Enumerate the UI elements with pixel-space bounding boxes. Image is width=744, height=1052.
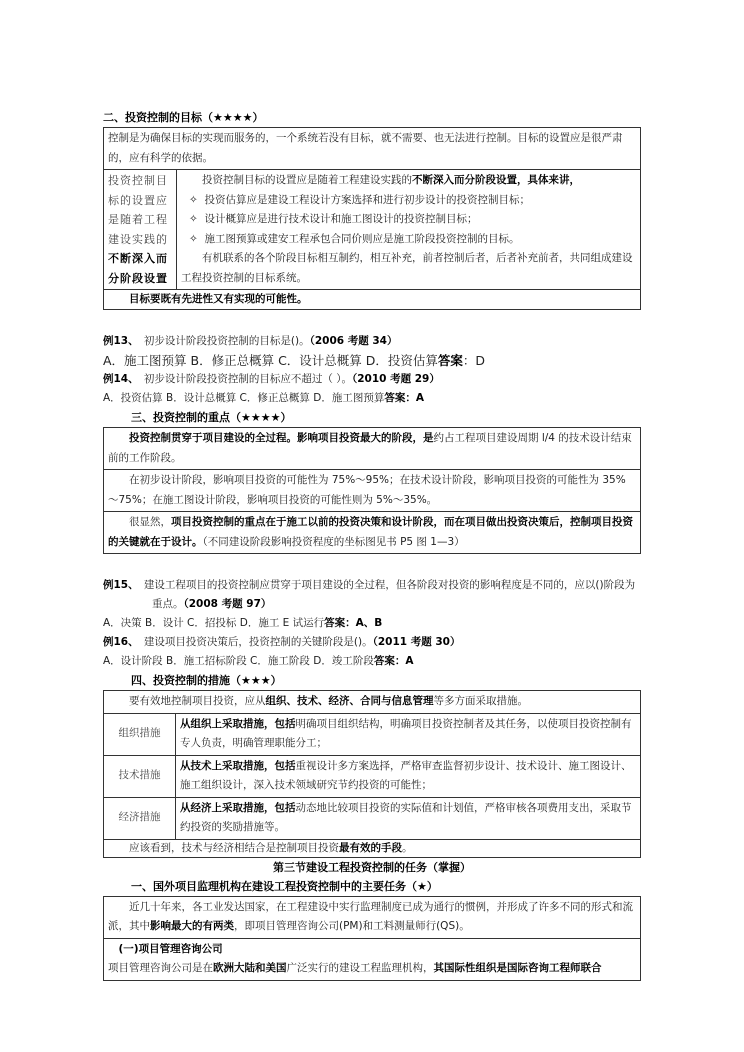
measures-footer [104,840,640,857]
pm-company-block [104,939,640,980]
example-15-answer [103,614,641,633]
bold-text-run: 欧洲大陆和美国 [213,962,287,974]
text-run: 建设项目投资决策后，投资控制的关键阶段是()。 [133,636,373,648]
supervision-table [103,896,641,981]
text-run: 初步设计阶段投资控制的目标应不超过（ ）。 [133,373,352,385]
example-14-answer [103,389,641,408]
text-run: 在初步设计阶段，影响项目投资的可能性为 75%～95%；在技术设计阶段，影响项目投资的可能性为 35%～75%；在施工图设计阶段，影响项目投资的可能性则为 5%～35%。 [108,474,626,506]
text-run: 初步设计阶段投资控制的目标是()。 [133,335,310,347]
bold-text-run: 例15、 [103,579,134,591]
goal-intro [104,128,640,169]
focus-table [103,427,641,554]
measure-text [176,798,640,839]
bold-text-run: 组织、技术、经济、合同与信息管理 [265,695,434,707]
text-run: 投资控制目标的设置应是随着工程建设实践的 [202,174,412,186]
bullet-item [189,210,636,230]
bold-text-run: 答案：A、B [324,617,383,629]
example-16-answer [103,652,641,671]
goal-detail-outro [181,249,636,288]
bold-text-run: （2008 考题 97） [183,598,272,610]
text-run: 动态地比较项目投资的实际值和计划值，严格审核各项费用支出，采取节约投资的奖励措施等。 [180,801,632,833]
pm-company-subheading: (一)项目管理咨询公司 [118,942,223,955]
bold-text-run: 例13、 [103,335,134,347]
goal-detail-intro [181,171,636,191]
text-run: ，即项目管理咨询公司(PM)和工料测量师行(QS)。 [234,920,470,932]
left-label-bold: 不断深入而分阶段设置 [108,252,168,285]
example-16-question [103,633,641,652]
measures-intro [104,691,640,713]
text-run: 广泛实行的建设工程监理机构， [286,962,434,974]
supervision-paragraph [104,897,640,938]
diamond-bullet-icon: ✧ [189,232,198,245]
bold-text-run: 答案：A [384,392,424,404]
text-run: ：D [462,353,486,368]
text-run: 。 [402,841,413,854]
text-run: 明确项目组织结构，明确项目投资控制者及其任务，以使项目投资控制有专人负责，明确管理职能分工； [180,717,632,749]
text-run: 约占工程项目建设周期 l/4 的技术设计结束前的工作阶段。 [108,432,632,464]
measure-label: 技术措施 [104,756,176,797]
text-run: 近几十年来，各工业发达国家，在工程建设中实行监理制度已成为通行的惯例，并形成了许多不同的形式和流派，其中 [108,900,633,932]
text-run: A．设计阶段 B．施工招标阶段 C．施工阶段 D．竣工阶段 [103,655,374,667]
goal-footer [104,290,640,309]
bold-text-run: （2006 考题 34） [309,335,398,347]
text-run: A．决策 B．设计 C．招投标 D．施工 E 试运行 [103,617,325,629]
bold-text-run: （2011 考题 30） [372,636,461,648]
section-heading-control-measures: 四、投资控制的措施（★★★） [131,674,282,687]
focus-row [104,470,640,511]
bold-text-run: 影响最大的有两类 [150,920,234,932]
bold-text-run: 从组织上采取措施，包括 [180,717,296,730]
diamond-bullet-icon: ✧ [189,213,198,225]
example-13-question [103,332,641,351]
pm-company-paragraph [108,959,636,979]
bullet-item [189,191,636,211]
diamond-bullet-icon: ✧ [189,193,198,206]
section-heading-foreign-supervision: 一、国外项目监理机构在建设工程投资控制中的主要任务（★） [131,879,438,893]
text-run: 很显然， [129,516,171,528]
measure-text [176,714,640,755]
text-run: A．施工图预算 B．修正总概算 C．设计总概算 D．投资估算 [103,353,438,368]
example-15-question [103,576,641,614]
bold-text-run: 其国际性组织是国际咨询工程师联合 [433,962,602,974]
bullet-text: 设计概算应是进行技术设计和施工图设计的投资控制目标； [204,213,478,225]
bold-text-run: 例14、 [103,373,134,385]
bold-text-run: 答案：A [373,655,414,667]
bold-text-run: （2010 考题 29） [351,373,440,385]
measure-label: 经济措施 [104,798,176,839]
example-13-answer [103,351,641,370]
text-run: 控制是为确保目标的实现而服务的，一个系统若没有目标，就不需要、也无法进行控制。目标的设置应是很严肃的，应有科学的依据。 [108,132,623,164]
text-run: （不同建设阶段影响投资程度的坐标图见书 P5 图 1—3） [202,535,465,548]
bold-text-run: 最有效的手段 [339,841,402,854]
focus-row [104,428,640,469]
bullet-list [181,191,636,250]
focus-row [104,512,640,553]
goal-left-label [104,170,177,289]
example-14-question [103,370,641,389]
bold-text-run: 答案 [437,353,463,368]
left-label-text: 投资控制目标的设置应是随着工程建设实践的 [108,174,168,246]
bold-text-run: 从经济上采取措施，包括 [180,801,296,814]
text-run: 有机联系的各个阶段目标相互制约，相互补充，前者控制后者，后者补充前者，共同组成建设工程投资控制的目标系统。 [181,252,633,284]
bold-text-run: 例16、 [103,636,134,648]
text-run: 重视设计多方案选择，严格审查监督初步设计、技术设计、施工图设计、施工组织设计，深入技术领域研究节约投资的可能性； [180,759,632,791]
section-heading-control-focus: 三、投资控制的重点（★★★★） [131,411,292,424]
bold-text-run: 项目投资控制的重点在于施工以前的投资决策和设计阶段，而在项目做出投资决策后，控制项目投资的关键就在于设计。 [108,516,633,548]
bullet-item [189,230,636,250]
measure-text [176,756,640,797]
text-run: 建设工程项目的投资控制应贯穿于项目建设的全过程，但各阶段对投资的影响程度是不同的，应以()阶段为重点。 [133,579,636,610]
bold-text-run: 从技术上采取措施，包括 [180,759,296,772]
bold-text-run: 投资控制贯穿于项目建设的全过程。影响项目投资最大的阶段，是 [129,432,434,444]
goal-table [103,127,641,310]
chapter-section-title: 第三节建设工程投资控制的任务（掌握） [273,860,471,874]
text-run: 要有效地控制项目投资，应从 [129,695,266,707]
measure-label: 组织措施 [104,714,176,755]
bullet-text: 投资估算应是建设工程设计方案选择和进行初步设计的投资控制目标； [204,193,530,206]
section-heading-investment-control-goal: 二、投资控制的目标（★★★★） [103,111,264,124]
measures-table [103,690,641,858]
goal-detail [177,170,640,289]
bullet-text: 施工图预算或建安工程承包合同价则应是施工阶段投资控制的目标。 [204,232,520,245]
text-run: 应该看到，技术与经济相结合是控制项目投资 [129,841,339,854]
text-run: A．投资估算 B．设计总概算 C．修正总概算 D．施工图预算 [103,392,385,404]
text-run: 等多方面采取措施。 [433,695,528,707]
bold-text-run: 目标要既有先进性又有实现的可能性。 [129,293,308,305]
text-run: 项目管理咨询公司是在 [108,962,213,974]
document-page [103,108,641,981]
bold-text-run: 不断深入而分阶段设置，具体来讲， [412,174,580,186]
